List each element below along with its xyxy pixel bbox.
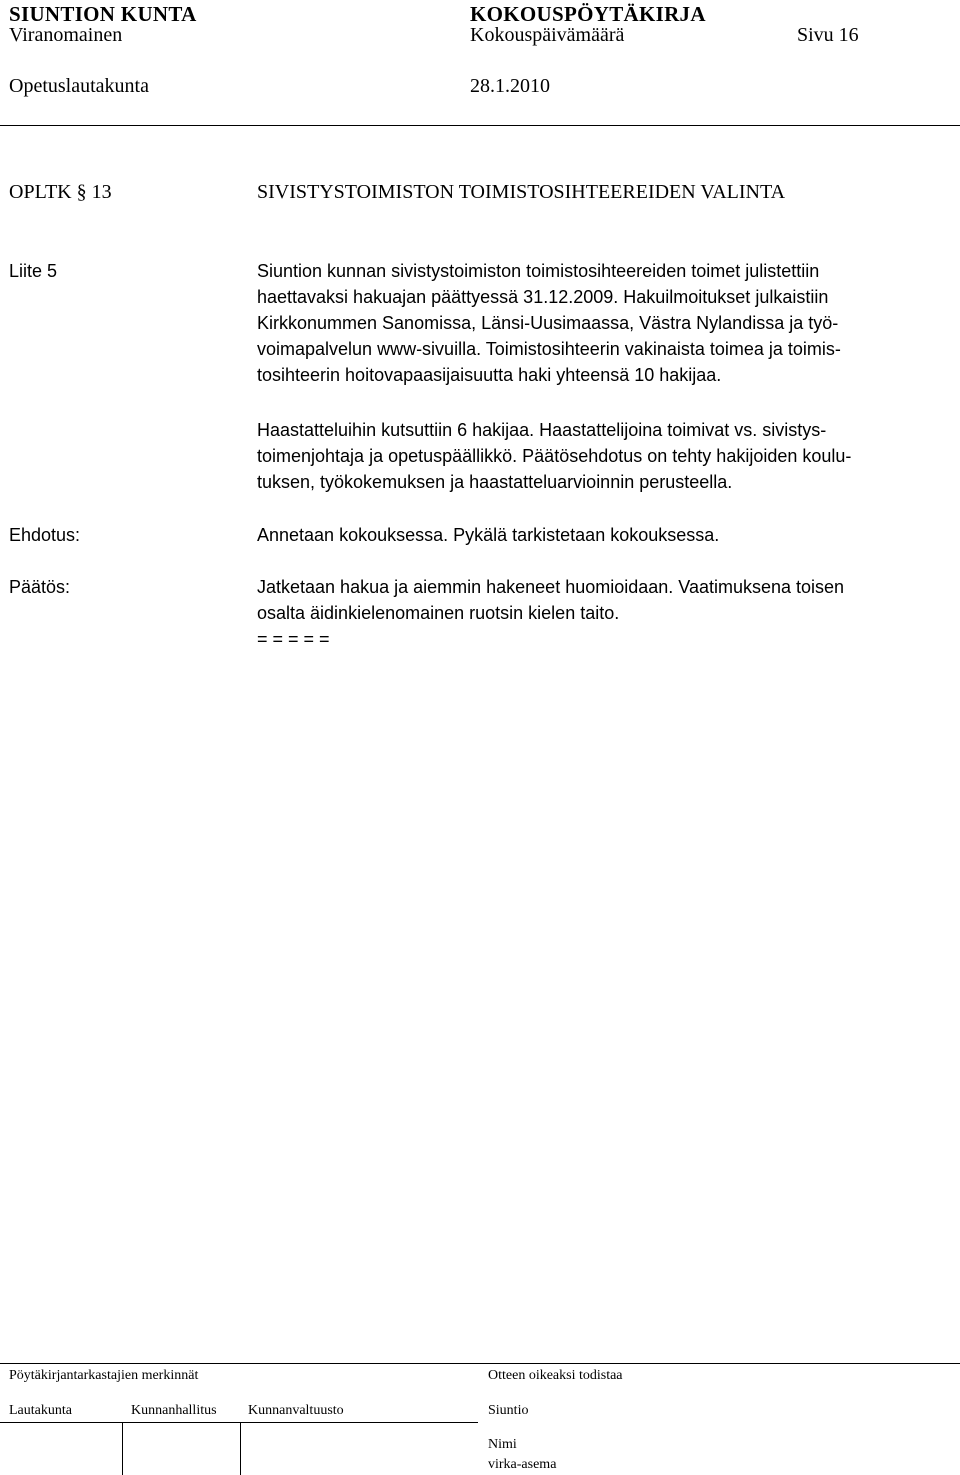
end-mark: = = = = = (257, 629, 330, 649)
organization-name: SIUNTION KUNTA (9, 2, 197, 26)
title-label: virka-asema (488, 1457, 557, 1472)
paragraph-line: Jatketaan hakua ja aiemmin hakeneet huomioidaan. Vaatimuksena toisen (257, 577, 845, 597)
footer-signature-row-line (0, 1422, 478, 1423)
section-title: SIVISTYSTOIMISTON TOIMISTOSIHTEEREIDEN VALINTA (257, 181, 786, 203)
meeting-date-label: Kokouspäivämäärä (470, 24, 625, 46)
footer-col-board: Lautakunta (9, 1403, 72, 1418)
header-divider (0, 125, 960, 126)
footer-col-council-gov: Kunnanhallitus (131, 1403, 217, 1418)
meeting-date: 28.1.2010 (470, 75, 550, 97)
footer-place: Siuntio (488, 1403, 529, 1418)
footer-divider-vertical (240, 1422, 241, 1475)
paragraph-line: Haastatteluihin kutsuttiin 6 hakijaa. Haastattelijoina toimivat vs. sivistys- (257, 420, 827, 440)
authority-label: Viranomainen (9, 24, 123, 46)
proposal-text: Annetaan kokouksessa. Pykälä tarkistetaan kokouksessa. (257, 525, 720, 545)
section-code: OPLTK § 13 (9, 181, 112, 203)
page-number: Sivu 16 (797, 24, 859, 46)
paragraph-line: tosihteerin hoitovapaasijaisuutta haki yhteensä 10 hakijaa. (257, 365, 722, 385)
proposal-label: Ehdotus: (9, 525, 81, 545)
certified-label: Otteen oikeaksi todistaa (488, 1368, 623, 1383)
footer-divider (0, 1363, 960, 1364)
footer-divider-vertical (122, 1422, 123, 1475)
decision-paragraph (257, 574, 957, 652)
board-name: Opetuslautakunta (9, 75, 149, 97)
decision-label: Päätös: (9, 577, 71, 597)
footer-col-council: Kunnanvaltuusto (248, 1403, 344, 1418)
initials-label: Pöytäkirjantarkastajien merkinnät (9, 1368, 199, 1383)
paragraph-line: Kirkkonummen Sanomissa, Länsi-Uusimaassa, Västra Nylandissa ja työ- (257, 313, 839, 333)
attachment-paragraph (257, 258, 957, 388)
paragraph-line: voimapalvelun www-sivuilla. Toimistosihteerin vakinaista toimea ja toimis- (257, 339, 841, 359)
interviews-paragraph (257, 417, 957, 495)
paragraph-line: tuksen, työkokemuksen ja haastatteluarvioinnin perusteella. (257, 472, 733, 492)
paragraph-line: Siuntion kunnan sivistystoimiston toimistosihteereiden toimet julistettiin (257, 261, 820, 281)
paragraph-line: toimenjohtaja ja opetuspäällikkö. Päätösehdotus on tehty hakijoiden koulu- (257, 446, 852, 466)
document-type: KOKOUSPÖYTÄKIRJA (470, 2, 706, 26)
name-label: Nimi (488, 1437, 517, 1452)
paragraph-line: osalta äidinkielenomainen ruotsin kielen taito. (257, 603, 620, 623)
attachment-label: Liite 5 (9, 261, 58, 281)
paragraph-line: haettavaksi hakuajan päättyessä 31.12.2009. Hakuilmoitukset julkaistiin (257, 287, 829, 307)
